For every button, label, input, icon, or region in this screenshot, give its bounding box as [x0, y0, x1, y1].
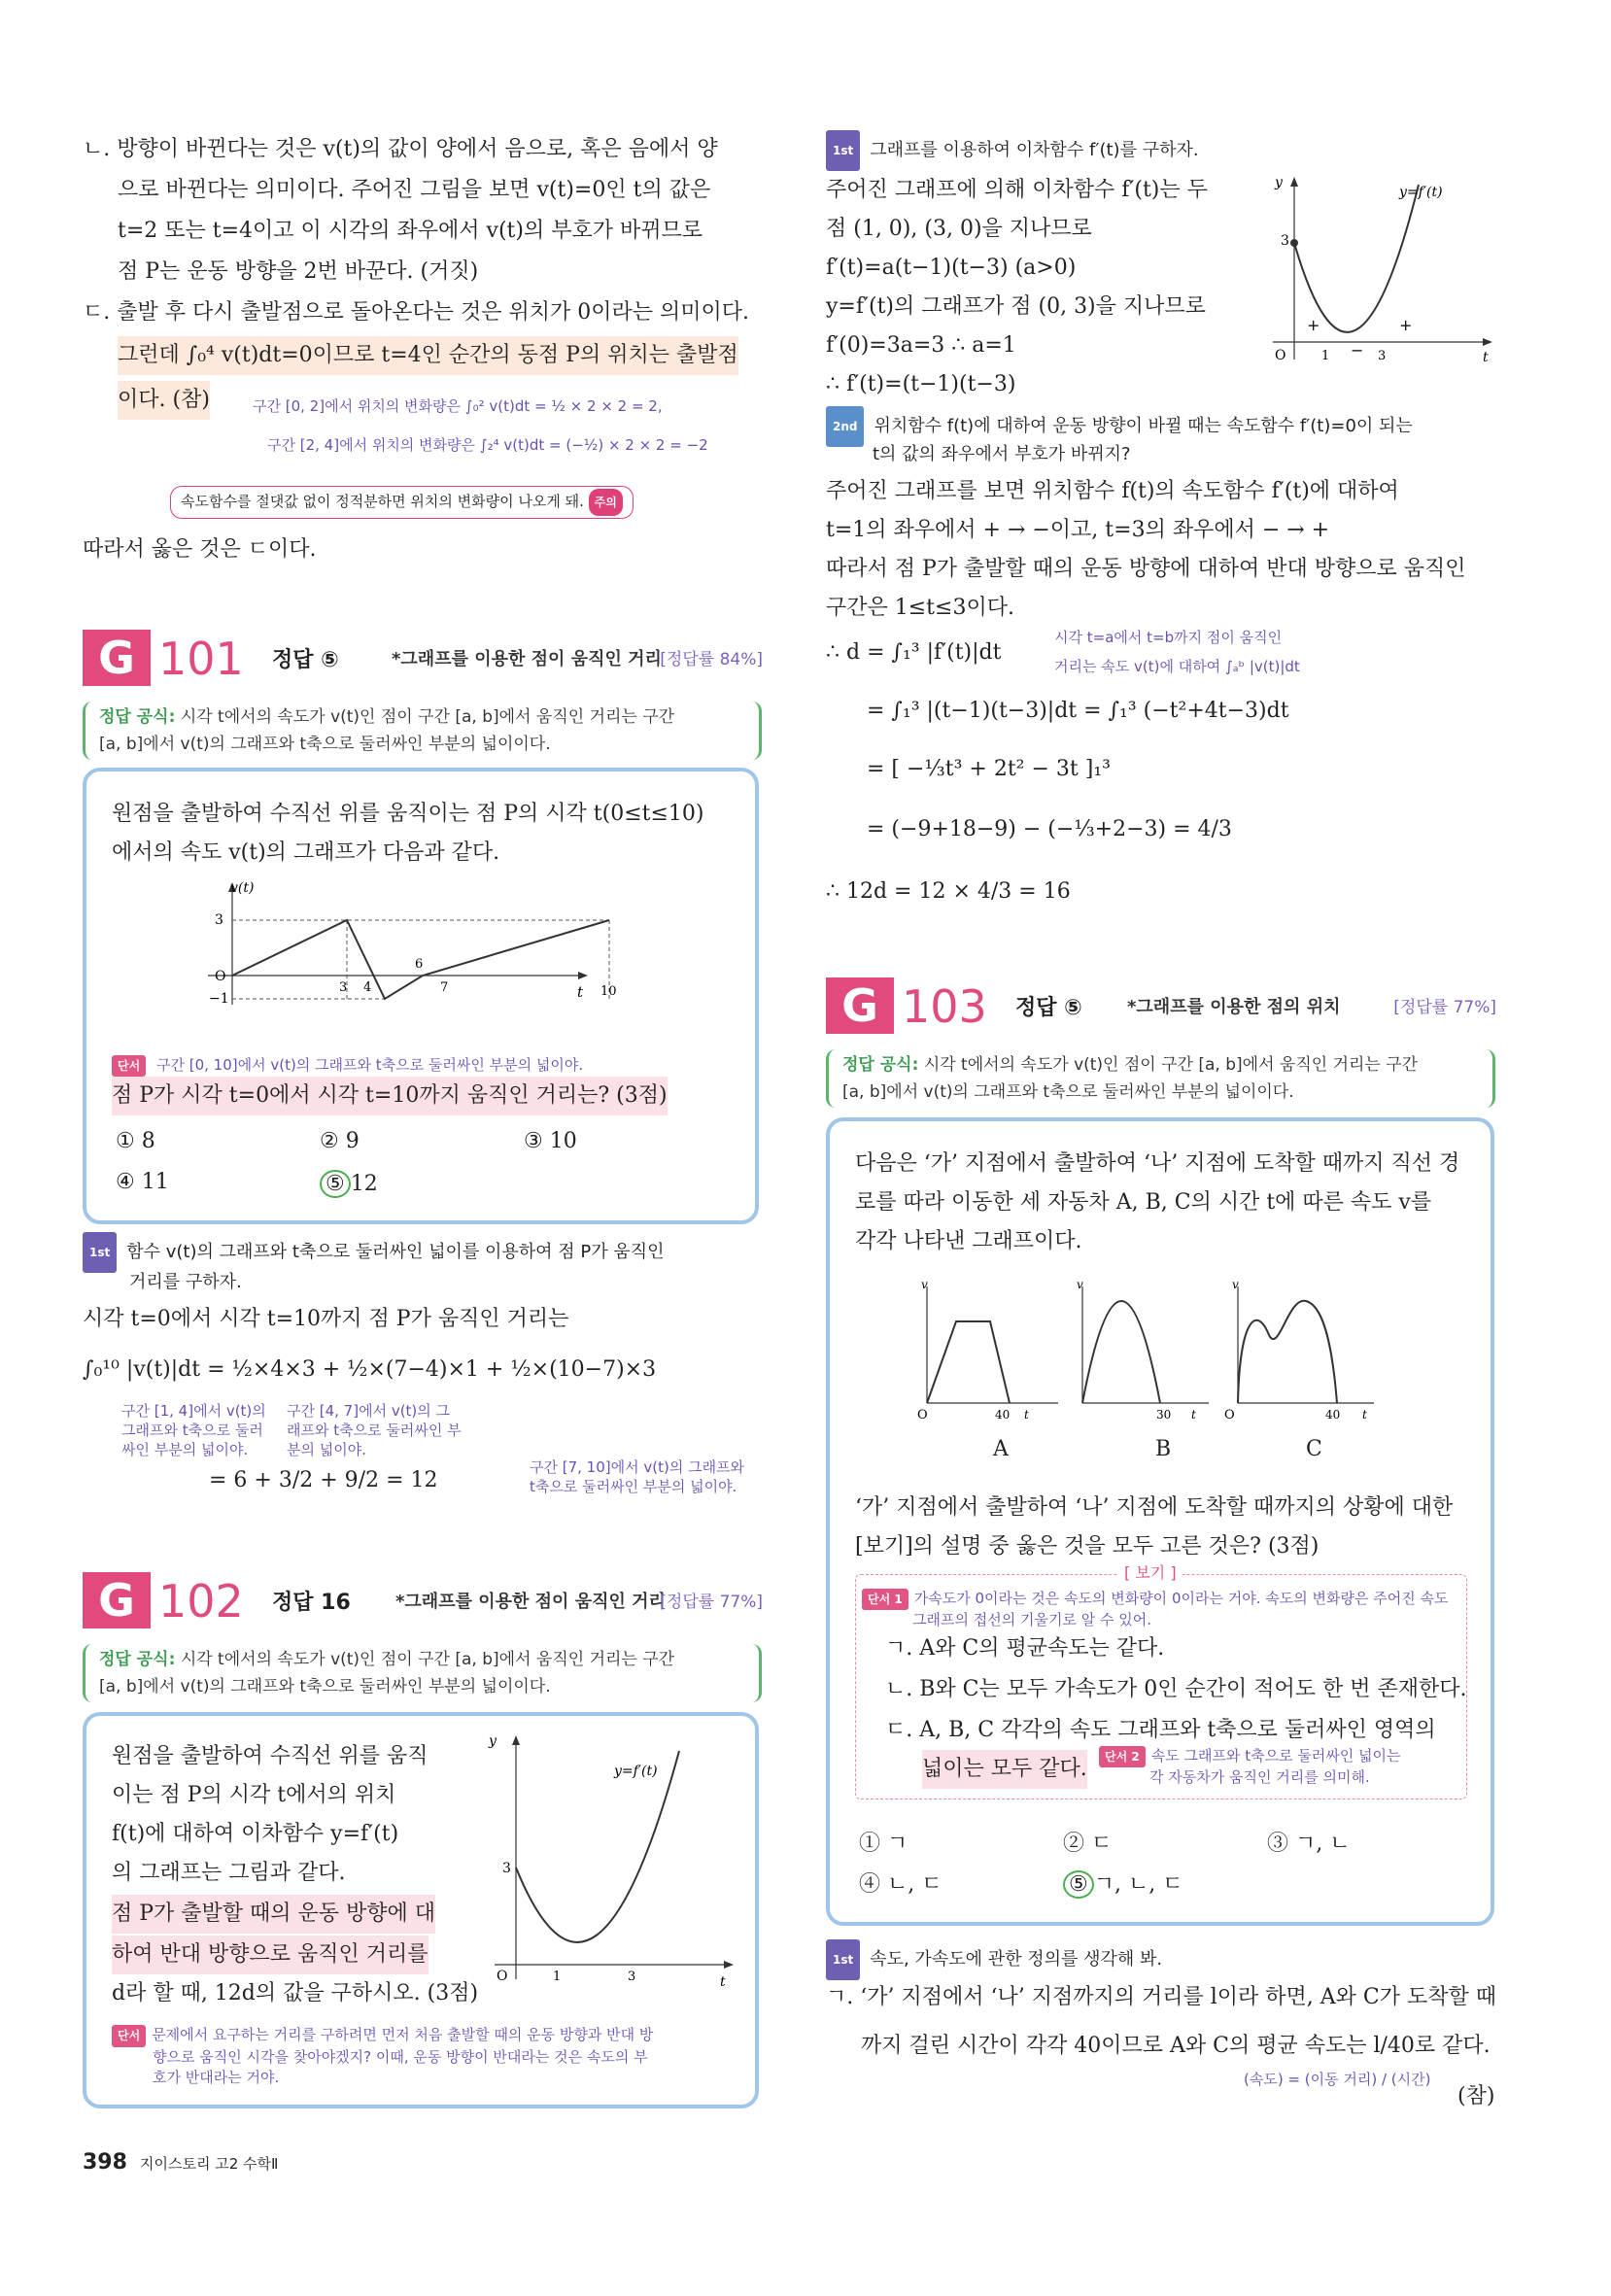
bogi-title: [ 보기 ] — [1118, 1561, 1183, 1585]
question-line: 점 P가 출발할 때의 운동 방향에 대 — [112, 1895, 435, 1934]
problem-title: *그래프를 이용한 점이 움직인 거리 — [392, 649, 662, 669]
page-number: 398 — [83, 2150, 127, 2175]
solution-line: ㄱ. ‘가’ 지점에서 ‘나’ 지점까지의 거리를 l이라 하면, A와 C가 도착할 때 — [826, 1985, 1496, 2009]
graph-a — [917, 1278, 1058, 1422]
hint-tag: 단서 1 — [862, 1589, 908, 1610]
y-tick-neg1: −1 — [209, 991, 229, 1007]
graph-b — [1077, 1278, 1209, 1422]
question-line: ‘가’ 지점에서 출발하여 ‘나’ 지점에 도착할 때까지의 상황에 대한 — [855, 1495, 1454, 1520]
axis-label-t: t — [1483, 350, 1489, 365]
choice-value: 12 — [350, 1172, 378, 1196]
formula-label: 정답 공식: — [842, 1055, 919, 1075]
origin-label: O — [497, 1969, 508, 1984]
highlighted-line: 그런데 ∫₀⁴ v(t)dt=0이므로 t=4인 순간의 동점 P의 위치는 출발점 — [118, 336, 738, 375]
solution-line: = (−9+18−9) − (−⅓+2−3) = 4/3 — [867, 817, 1232, 841]
annotation: 구간 [1, 4]에서 v(t)의 그래프와 t축으로 둘러싸인 부분의 넓이야. — [121, 1402, 266, 1458]
problem-box-103 — [826, 1117, 1494, 1926]
graph-c — [1224, 1278, 1374, 1422]
x-tick-1: 1 — [553, 1970, 562, 1984]
question-line: 하여 반대 방향으로 움직인 거리를 — [112, 1936, 428, 1974]
problem-title: *그래프를 이용한 점의 위치 — [1127, 997, 1341, 1017]
question-line: 로를 따라 이동한 세 자동차 A, B, C의 시간 t에 따른 속도 v를 — [855, 1190, 1432, 1215]
bogi-box — [855, 1563, 1467, 1799]
choice-value: ㄱ, ㄴ, ㄷ — [1093, 1872, 1183, 1897]
problem-number: 103 — [902, 980, 987, 1033]
formula-box — [826, 1049, 1495, 1108]
hint — [112, 2025, 653, 2088]
question-line: 다음은 ‘가’ 지점에서 출발하여 ‘나’ 지점에 도착할 때까지 직선 경 — [855, 1151, 1460, 1176]
formula-text: [a, b]에서 v(t)의 그래프와 t축으로 둘러싸인 부분의 넓이이다. — [842, 1082, 1294, 1102]
solution-line: 까지 걸린 시간이 각각 40이므로 A와 C의 평균 속도는 l/40로 같다. — [861, 2034, 1491, 2058]
step-tag: 1st — [83, 1232, 117, 1273]
velocity-graph — [193, 878, 650, 1039]
axis-label-v: v(t) — [230, 880, 255, 896]
svg-text:t: t — [1024, 1408, 1029, 1422]
x-tick-6: 6 — [415, 957, 424, 972]
solution-step — [826, 130, 1199, 171]
formula-text: 시각 t에서의 속도가 v(t)인 점이 구간 [a, b]에서 움직인 거리는 구간 — [180, 707, 675, 727]
solution-line: t=1의 좌우에서 + → −이고, t=3의 좌우에서 − → + — [826, 518, 1330, 542]
svg-text:t: t — [1362, 1408, 1367, 1422]
note-text: 속도함수를 절댓값 없이 정적분하면 위치의 변화량이 나오게 돼. — [181, 493, 584, 510]
question-line: d라 할 때, 12d의 값을 구하시오. (3점) — [112, 1981, 479, 2005]
formula-text: [a, b]에서 v(t)의 그래프와 t축으로 둘러싸인 부분의 넓이이다. — [99, 1677, 551, 1696]
formula-box — [83, 702, 762, 760]
y-tick-3: 3 — [215, 912, 223, 928]
step-text: 거리를 구하자. — [129, 1272, 242, 1292]
problem-box-102 — [83, 1712, 759, 2108]
correct-rate: [정답률 77%] — [660, 1593, 763, 1612]
formula-text: 시각 t에서의 속도가 v(t)인 점이 구간 [a, b]에서 움직인 거리는 구간 — [180, 1650, 675, 1669]
sign-minus: − — [1351, 341, 1364, 360]
problem-number: 102 — [158, 1575, 244, 1628]
hint-text: 각 자동차가 움직인 거리를 의미해. — [1149, 1768, 1370, 1786]
choice-1[interactable]: ① ㄱ — [859, 1832, 908, 1856]
hint-text: 그래프의 접선의 기울기로 알 수 있어. — [912, 1611, 1151, 1628]
annotation: 구간 [7, 10]에서 v(t)의 그래프와 t축으로 둘러싸인 부분의 넓이야. — [530, 1458, 745, 1495]
formula-text: 시각 t에서의 속도가 v(t)인 점이 구간 [a, b]에서 움직인 거리는 구간 — [923, 1055, 1419, 1075]
text-line: t=2 또는 t=4이고 이 시각의 좌우에서 v(t)의 부호가 바뀌므로 — [118, 219, 703, 243]
svg-text:v: v — [1232, 1278, 1239, 1291]
problem-header-102 — [83, 1572, 763, 1630]
formula-box — [83, 1644, 762, 1702]
caution-badge: 주의 — [589, 489, 623, 516]
annotation: 시각 t=a에서 t=b까지 점이 움직인 — [1054, 629, 1283, 646]
step-text: 그래프를 이용하여 이차함수 f′(t)를 구하자. — [870, 140, 1199, 160]
bogi-item: 넓이는 모두 같다. — [922, 1750, 1087, 1789]
hint-tag: 단서 2 — [1099, 1746, 1146, 1767]
y-tick-3: 3 — [502, 1861, 511, 1876]
sign-plus-right: + — [1399, 316, 1413, 334]
hint-text: 향으로 움직인 시각을 찾아야겠지? 이때, 운동 방향이 반대라는 것은 속도의 부 — [153, 2048, 648, 2066]
solution-line: 주어진 그래프를 보면 위치함수 f(t)의 속도함수 f′(t)에 대하여 — [826, 479, 1399, 503]
svg-text:O: O — [1224, 1408, 1235, 1422]
question-line: f(t)에 대하여 이차함수 y=f′(t) — [112, 1822, 399, 1846]
solution-line: ∴ d = ∫₁³ |f′(t)|dt — [826, 640, 1002, 665]
choice-5[interactable] — [1063, 1868, 1183, 1899]
question-line: 원점을 출발하여 수직선 위를 움직 — [112, 1744, 428, 1768]
step-tag: 2nd — [826, 406, 864, 447]
solution-line: y=f′(t)의 그래프가 점 (0, 3)을 지나므로 — [826, 294, 1206, 319]
choice-5[interactable] — [320, 1170, 378, 1198]
solution-line: ∴ 12d = 12 × 4/3 = 16 — [826, 879, 1071, 904]
solution-step — [826, 1939, 1162, 1980]
svg-text:v: v — [921, 1278, 928, 1291]
hint-tag: 단서 — [112, 2025, 146, 2047]
hint-text: 문제에서 요구하는 거리를 구하려면 먼저 처음 출발할 때의 운동 방향과 반대 방 — [152, 2026, 654, 2043]
solution-line: 구간은 1≤t≤3이다. — [826, 596, 1014, 620]
correct-rate: [정답률 84%] — [660, 650, 763, 669]
graph-label-c: C — [1306, 1437, 1322, 1461]
axis-label-y: y — [489, 1733, 497, 1749]
origin-label: O — [215, 969, 226, 984]
step-tag: 1st — [826, 1939, 860, 1980]
x-tick-1: 1 — [1321, 349, 1330, 363]
hint — [1099, 1746, 1401, 1787]
sign-plus-left: + — [1307, 316, 1320, 334]
hint-text: 호가 반대라는 거야. — [153, 2069, 280, 2086]
question-line: 의 그래프는 그림과 같다. — [112, 1861, 346, 1885]
solution-line: 점 (1, 0), (3, 0)을 지나므로 — [826, 217, 1092, 241]
derivative-graph-solution — [1253, 175, 1496, 369]
svg-text:40: 40 — [1325, 1408, 1341, 1422]
answer: 정답 ⑤ — [1015, 996, 1082, 1020]
x-tick-10: 10 — [600, 984, 617, 999]
g-badge: G — [83, 1572, 151, 1628]
text-line: ㄴ. 방향이 바뀐다는 것은 v(t)의 값이 양에서 음으로, 혹은 음에서 양 — [83, 137, 718, 161]
question-line: 점 P가 시각 t=0에서 시각 t=10까지 움직인 거리는? (3점) — [112, 1077, 668, 1115]
solution-line: (참) — [1457, 2084, 1495, 2108]
svg-text:40: 40 — [995, 1408, 1011, 1422]
question-line: [보기]의 설명 중 옳은 것을 모두 고른 것은? (3점) — [855, 1534, 1320, 1559]
formula-text: [a, b]에서 v(t)의 그래프와 t축으로 둘러싸인 부분의 넓이이다. — [99, 735, 551, 754]
bogi-item: ㄱ. A와 C의 평균속도는 같다. — [885, 1636, 1165, 1661]
hint-text: 구간 [0, 10]에서 v(t)의 그래프와 t축으로 둘러싸인 부분의 넓이야. — [155, 1056, 584, 1074]
note-line: 구간 [0, 2]에서 위치의 변화량은 ∫₀² v(t)dt = ½ × 2 × 2 = 2, — [253, 397, 663, 415]
book-title: 지이스토리 고2 수학Ⅱ — [140, 2155, 279, 2173]
svg-text:t: t — [1191, 1408, 1196, 1422]
annotation: 거리는 속도 v(t)에 대하여 ∫ₐᵇ |v(t)|dt — [1054, 658, 1300, 675]
solution-line: = 6 + 3/2 + 9/2 = 12 — [209, 1468, 438, 1492]
axis-label-y: y — [1275, 175, 1283, 190]
step-text: 함수 v(t)의 그래프와 t축으로 둘러싸인 넓이를 이용하여 점 P가 움직인 — [126, 1242, 665, 1262]
solution-line: ∫₀¹⁰ |v(t)|dt = ½×4×3 + ½×(7−4)×1 + ½×(10−7)×3 — [83, 1357, 657, 1382]
formula-label: 정답 공식: — [99, 1650, 176, 1669]
hint — [862, 1589, 1448, 1629]
step-text: 위치함수 f(t)에 대하여 운동 방향이 바뀔 때는 속도함수 f′(t)=0이 되는 — [874, 416, 1413, 436]
problem-title: *그래프를 이용한 점이 움직인 거리 — [395, 1592, 666, 1612]
x-tick-3: 3 — [628, 1970, 636, 1984]
correct-rate: [정답률 77%] — [1393, 998, 1496, 1017]
x-tick-3: 3 — [339, 980, 348, 995]
g-badge: G — [826, 977, 894, 1034]
annotation: 구간 [4, 7]에서 v(t)의 그래프와 t축으로 둘러싸인 부분의 넓이야. — [287, 1402, 462, 1458]
choice-3[interactable]: ③ 10 — [524, 1129, 577, 1153]
question-line: 각각 나타낸 그래프이다. — [855, 1229, 1082, 1253]
question-line: 에서의 속도 v(t)의 그래프가 다음과 같다. — [112, 840, 500, 865]
y-tick-3: 3 — [1281, 233, 1289, 249]
solution-line: = [ −⅓t³ + 2t² − 3t ]₁³ — [867, 757, 1111, 781]
graph-label: y=f′(t) — [1399, 185, 1443, 200]
axis-label-t: t — [577, 983, 584, 1001]
text-line: 점 P는 운동 방향을 2번 바꾼다. (거짓) — [118, 259, 479, 284]
hint-text: 가속도가 0이라는 것은 속도의 변화량이 0이라는 거야. 속도의 변화량은 주어진 속도 — [913, 1590, 1449, 1607]
x-tick-7: 7 — [440, 980, 449, 995]
choice-1[interactable]: ① 8 — [116, 1129, 155, 1153]
step-text: t의 값의 좌우에서 부호가 바뀌지? — [873, 444, 1131, 464]
solution-line: 주어진 그래프에 의해 이차함수 f′(t)는 두 — [826, 178, 1208, 202]
choice-4[interactable]: ④ 11 — [116, 1170, 169, 1194]
note-line: 구간 [2, 4]에서 위치의 변화량은 ∫₂⁴ v(t)dt = (−½) × 2 × 2 = −2 — [267, 436, 708, 454]
warning-note — [170, 486, 634, 519]
svg-text:30: 30 — [1156, 1408, 1172, 1422]
answer: 정답 ⑤ — [272, 648, 339, 672]
g-badge: G — [83, 630, 151, 686]
annotation: (속도) = (이동 거리) / (시간) — [1244, 2071, 1431, 2088]
x-tick-4: 4 — [363, 980, 372, 995]
graph-label: y=f′(t) — [614, 1764, 658, 1779]
axis-label-t: t — [720, 1974, 726, 1990]
choice-3[interactable]: ③ ㄱ, ㄴ — [1267, 1832, 1351, 1856]
solution-line: f′(0)=3a=3 ∴ a=1 — [826, 333, 1016, 358]
answer: 정답 16 — [272, 1591, 351, 1615]
hint-tag: 단서 — [112, 1055, 146, 1077]
solution-line: ∴ f′(t)=(t−1)(t−3) — [826, 372, 1016, 396]
problem-header-103 — [826, 977, 1496, 1036]
graph-label-b: B — [1155, 1437, 1172, 1461]
velocity-graphs-abc — [917, 1277, 1403, 1422]
solution-line: 따라서 점 P가 출발할 때의 운동 방향에 대하여 반대 방향으로 움직인 — [826, 557, 1466, 581]
solution-line: = ∫₁³ |(t−1)(t−3)|dt = ∫₁³ (−t²+4t−3)dt — [867, 699, 1289, 723]
problem-box-101 — [83, 768, 759, 1224]
derivative-graph — [475, 1731, 737, 1994]
page-footer — [83, 2150, 278, 2175]
highlighted-line: 이다. (참) — [118, 381, 210, 420]
text-line: 으로 바뀐다는 의미이다. 주어진 그림을 보면 v(t)=0인 t의 값은 — [118, 178, 711, 202]
svg-text:O: O — [917, 1408, 928, 1422]
choice-2[interactable]: ② ㄷ — [1063, 1832, 1113, 1856]
conclusion: 따라서 옳은 것은 ㄷ이다. — [83, 537, 317, 562]
svg-text:v: v — [1077, 1278, 1083, 1291]
solution-line: f′(t)=a(t−1)(t−3) (a>0) — [826, 256, 1077, 280]
graph-label-a: A — [993, 1437, 1009, 1461]
hint-text: 속도 그래프와 t축으로 둘러싸인 넓이는 — [1150, 1747, 1401, 1765]
correct-mark: ⑤ — [1063, 1870, 1094, 1899]
step-tag: 1st — [826, 130, 860, 171]
choice-4[interactable]: ④ ㄴ, ㄷ — [859, 1872, 943, 1897]
problem-header-101 — [83, 630, 763, 688]
bogi-item: ㄷ. A, B, C 각각의 속도 그래프와 t축으로 둘러싸인 영역의 — [885, 1718, 1436, 1742]
formula-label: 정답 공식: — [99, 707, 176, 727]
solution-line: 시각 t=0에서 시각 t=10까지 점 P가 움직인 거리는 — [83, 1307, 569, 1331]
x-tick-3: 3 — [1378, 349, 1387, 363]
question-line: 원점을 출발하여 수직선 위를 움직이는 점 P의 시각 t(0≤t≤10) — [112, 802, 704, 826]
correct-mark: ⑤ — [320, 1170, 351, 1198]
text-line: ㄷ. 출발 후 다시 출발점으로 돌아온다는 것은 위치가 0이라는 의미이다. — [83, 300, 749, 325]
problem-number: 101 — [158, 633, 244, 685]
origin-label: O — [1275, 348, 1286, 363]
question-line: 이는 점 P의 시각 t에서의 위치 — [112, 1783, 396, 1807]
step-text: 속도, 가속도에 관한 정의를 생각해 봐. — [870, 1949, 1163, 1970]
hint — [112, 1055, 583, 1077]
bogi-item: ㄴ. B와 C는 모두 가속도가 0인 순간이 적어도 한 번 존재한다. — [885, 1677, 1467, 1701]
choice-2[interactable]: ② 9 — [320, 1129, 360, 1153]
